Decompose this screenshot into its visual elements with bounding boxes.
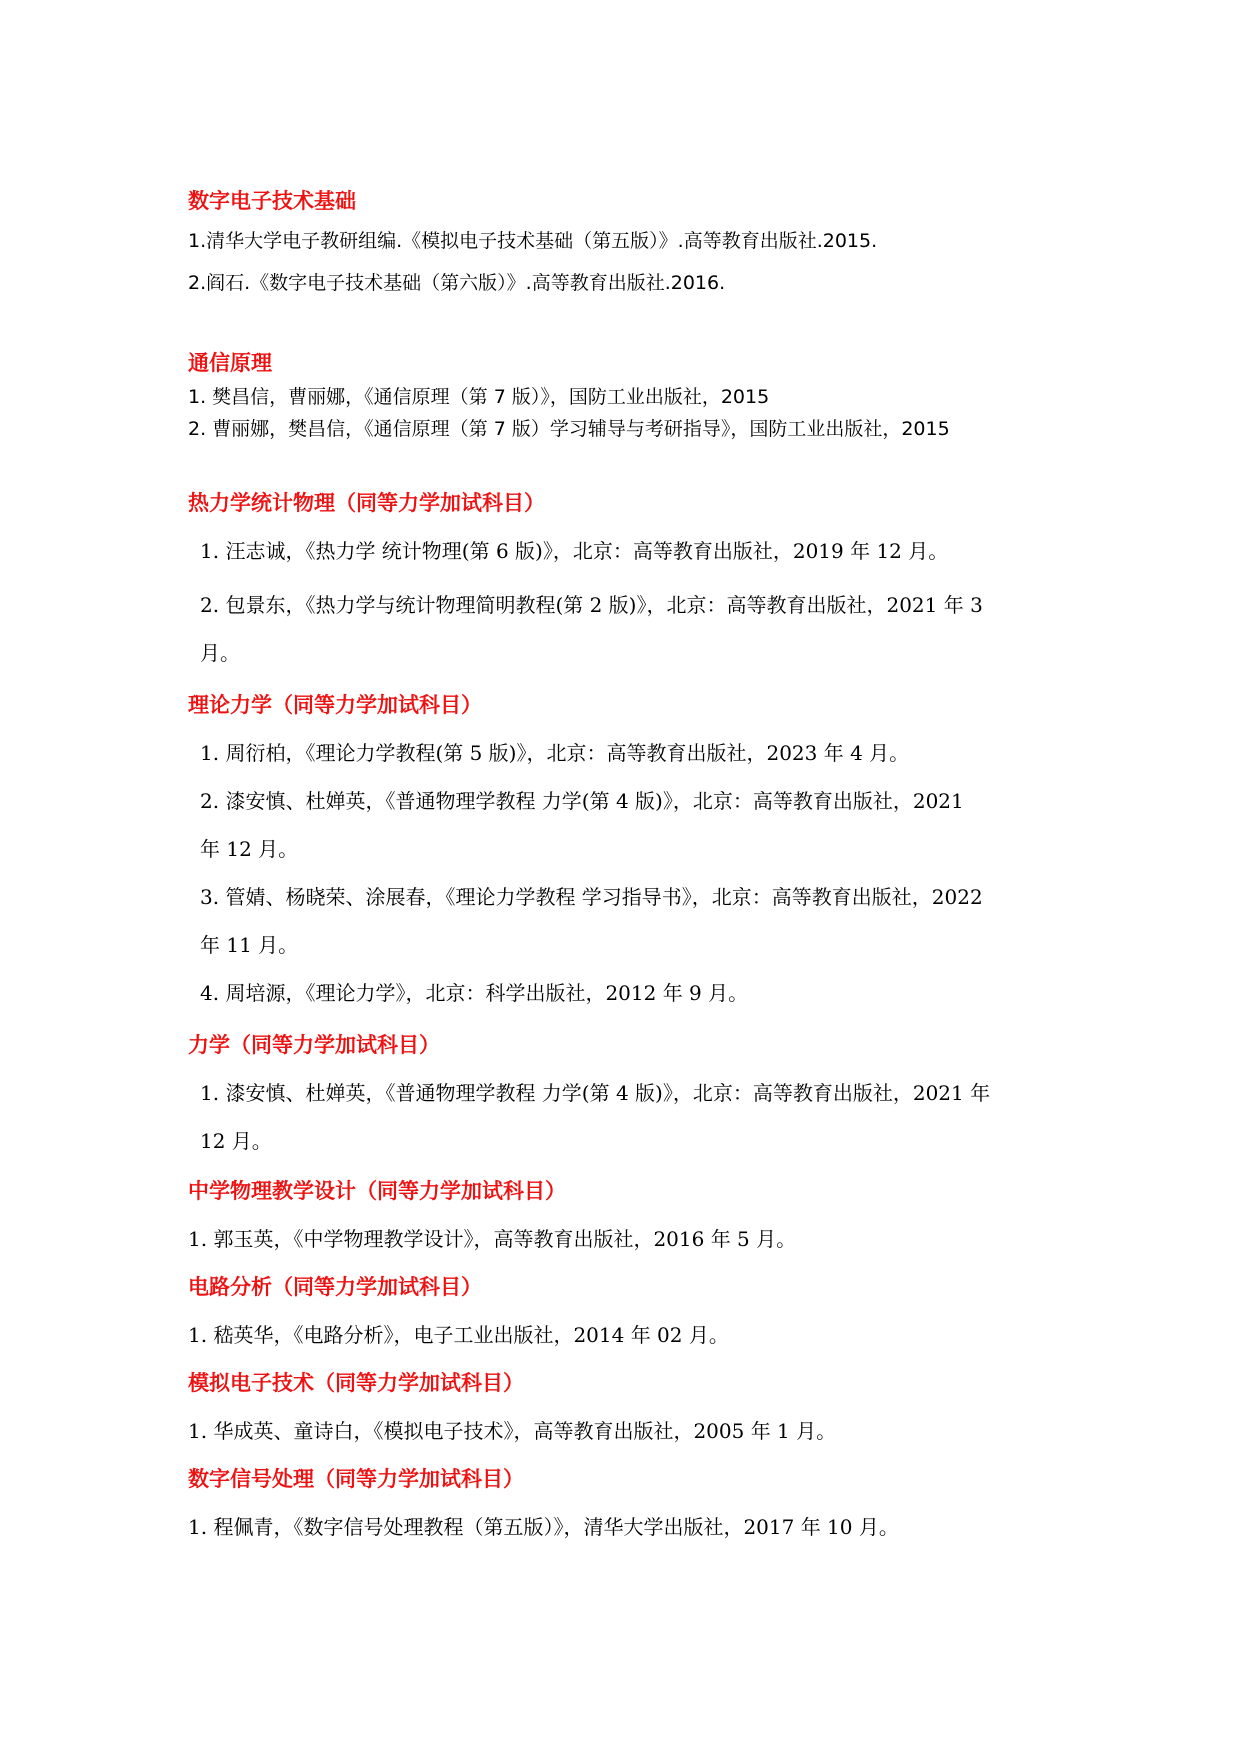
reference-line: 2. 包景东，《热力学与统计物理简明教程(第 2 版)》，北京：高等教育出版社，2021 年 3 — [200, 593, 983, 617]
reference-line: 4. 周培源，《理论力学》，北京：科学出版社，2012 年 9 月。 — [200, 981, 749, 1005]
reference-line: 1. 嵇英华，《电路分析》，电子工业出版社，2014 年 02 月。 — [188, 1323, 729, 1347]
reference-line-continued: 12 月。 — [200, 1129, 272, 1153]
section-heading: 通信原理 — [188, 351, 272, 375]
reference-line: 1. 华成英、童诗白，《模拟电子技术》，高等教育出版社，2005 年 1 月。 — [188, 1419, 837, 1443]
reference-line-continued: 年 11 月。 — [200, 933, 299, 957]
reference-line: 1. 汪志诚，《热力学 统计物理(第 6 版)》，北京：高等教育出版社，2019 年 12 月。 — [200, 539, 949, 563]
section-heading: 数字电子技术基础 — [188, 189, 356, 213]
section-heading: 电路分析（同等力学加试科目） — [188, 1275, 482, 1299]
section-heading: 理论力学（同等力学加试科目） — [188, 693, 482, 717]
reference-line: 1. 程佩青，《数字信号处理教程（第五版）》，清华大学出版社，2017 年 10 月。 — [188, 1515, 899, 1539]
reference-line: 2. 曹丽娜，樊昌信，《通信原理（第 7 版）学习辅导与考研指导》，国防工业出版社，2015 — [188, 418, 950, 440]
reference-line: 1. 周衍柏，《理论力学教程(第 5 版)》，北京：高等教育出版社，2023 年 4 月。 — [200, 741, 910, 765]
section-heading: 数字信号处理（同等力学加试科目） — [188, 1467, 524, 1491]
reference-line: 2.阎石.《数字电子技术基础（第六版）》.高等教育出版社.2016. — [188, 272, 726, 294]
section-heading: 模拟电子技术（同等力学加试科目） — [188, 1371, 524, 1395]
reference-line: 1. 郭玉英，《中学物理教学设计》，高等教育出版社，2016 年 5 月。 — [188, 1227, 797, 1251]
section-heading: 力学（同等力学加试科目） — [188, 1033, 440, 1057]
reference-line: 1.清华大学电子教研组编.《模拟电子技术基础（第五版）》.高等教育出版社.2015. — [188, 230, 878, 252]
section-heading: 中学物理教学设计（同等力学加试科目） — [188, 1179, 566, 1203]
reference-line: 1. 漆安慎、杜婵英，《普通物理学教程 力学(第 4 版)》，北京：高等教育出版社，2021 年 — [200, 1081, 991, 1105]
reference-line-continued: 年 12 月。 — [200, 837, 299, 861]
reference-line: 1. 樊昌信，曹丽娜，《通信原理（第 7 版）》，国防工业出版社，2015 — [188, 386, 770, 408]
section-heading: 热力学统计物理（同等力学加试科目） — [188, 491, 545, 515]
reference-line-continued: 月。 — [200, 641, 240, 665]
reference-line: 3. 管婧、杨晓荣、涂展春，《理论力学教程 学习指导书》，北京：高等教育出版社，2022 — [200, 885, 983, 909]
reference-line: 2. 漆安慎、杜婵英，《普通物理学教程 力学(第 4 版)》，北京：高等教育出版社，2021 — [200, 789, 964, 813]
